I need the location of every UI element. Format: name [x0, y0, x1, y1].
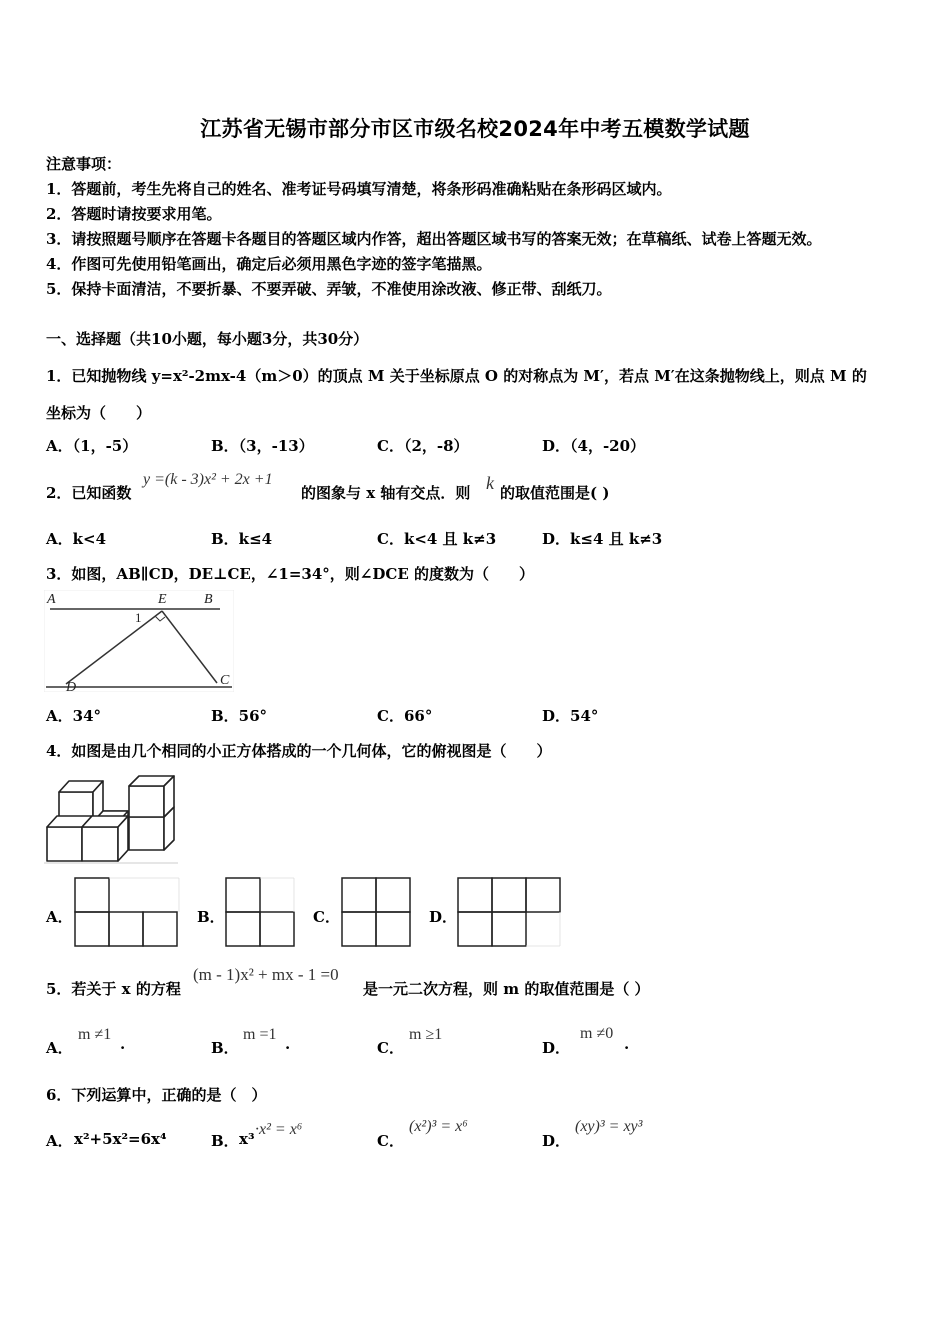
q4-option-d-figure [456, 876, 564, 948]
q3-option-c: C．66° [377, 707, 433, 725]
section-heading: 一、选择题（共10小题，每小题3分，共30分） [46, 330, 369, 348]
q3-option-d: D．54° [542, 707, 599, 725]
grid-square [492, 912, 526, 946]
label-c: C [220, 673, 230, 688]
q6-option-b-formula: ·x² = x⁶ [255, 1121, 303, 1138]
q5-option-c-label: C． [377, 1039, 404, 1057]
q1-option-d: D．（4，-20） [542, 437, 646, 455]
grid-square [75, 912, 109, 946]
label-angle-1: 1 [135, 610, 142, 625]
q1-option-c: C．（2，-8） [377, 437, 469, 455]
q2-option-a: A．k<4 [46, 530, 107, 548]
grid-square [260, 912, 294, 946]
q5-option-b-dot: . [285, 1035, 291, 1053]
grid-square [376, 878, 410, 912]
grid-square [376, 912, 410, 946]
q5-option-b-value: m =1 [243, 1026, 277, 1043]
q2-k-symbol: k [486, 473, 494, 493]
question-1-line1: 1．已知抛物线 y=x²-2mx-4（m＞0）的顶点 M 关于坐标原点 O 的对称点为 M′，若点 M′在这条抛物线上，则点 M 的 [46, 367, 867, 385]
label-e: E [158, 592, 167, 607]
question-5-suffix: 是一元二次方程，则 m 的取值范围是（ ） [363, 980, 650, 998]
q2-option-c: C．k<4 且 k≠3 [377, 530, 497, 548]
q6-option-d-label: D． [542, 1132, 571, 1150]
grid-square [458, 912, 492, 946]
q5-option-d-dot: . [624, 1035, 630, 1053]
q6-option-b-label: B． [211, 1132, 239, 1150]
q5-option-a-dot: . [120, 1035, 126, 1053]
question-3-text: 3．如图，AB∥CD，DE⊥CE，∠1=34°，则∠DCE 的度数为（ ） [46, 565, 534, 583]
q1-option-b: B．（3，-13） [211, 437, 314, 455]
grid-square [109, 912, 143, 946]
label-a: A [47, 592, 56, 607]
grid-square [342, 878, 376, 912]
q6-option-a-label: A． [46, 1132, 73, 1150]
q2-function-formula: y =(k - 3)x² + 2x +1 [143, 471, 273, 488]
q3-figure [44, 590, 234, 692]
q5-option-d-label: D． [542, 1039, 571, 1057]
grid-square [75, 878, 109, 912]
q6-option-a-text: x²+5x²=6x⁴ [74, 1130, 167, 1148]
question-6-text: 6．下列运算中，正确的是（ ） [46, 1086, 267, 1104]
q6-option-d-formula: (xy)³ = xy³ [575, 1118, 643, 1135]
q4-3d-figure [44, 772, 180, 864]
grid-square [458, 878, 492, 912]
q5-option-c-value: m ≥1 [409, 1026, 443, 1043]
cube-face [129, 817, 164, 850]
q5-option-a-value: m ≠1 [78, 1026, 112, 1043]
cube-face [47, 827, 82, 861]
note-item: 5．保持卡面清洁，不要折暴、不要弄破、弄皱，不准使用涂改液、修正带、刮纸刀。 [46, 280, 612, 298]
q6-option-b-prefix: x³ [239, 1130, 255, 1148]
q5-equation-formula: (m - 1)x² + mx - 1 =0 [193, 965, 339, 984]
q5-option-d-value: m ≠0 [580, 1025, 614, 1042]
cube-face [129, 786, 164, 817]
grid-square [526, 878, 560, 912]
q3-option-a: A．34° [46, 707, 102, 725]
q4-option-c-label: C． [313, 908, 340, 926]
grid-square [226, 912, 260, 946]
q2-option-d: D．k≤4 且 k≠3 [542, 530, 663, 548]
q4-option-a-figure [73, 876, 181, 948]
question-2-prefix: 2．已知函数 [46, 484, 132, 502]
label-b: B [204, 592, 213, 607]
cube-face [82, 827, 118, 861]
q4-option-c-figure [340, 876, 414, 948]
question-1-line2: 坐标为（ ） [46, 404, 152, 422]
question-2-suffix: 的取值范围是( ) [500, 484, 610, 502]
q2-option-b: B．k≤4 [211, 530, 273, 548]
q4-option-b-figure [224, 876, 298, 948]
note-item: 2．答题时请按要求用笔。 [46, 205, 222, 223]
q4-option-d-label: D． [429, 908, 458, 926]
notes-heading: 注意事项： [46, 155, 122, 173]
page-title: 江苏省无锡市部分市区市级名校2024年中考五模数学试题 [200, 117, 750, 141]
question-4-text: 4．如图是由几个相同的小正方体搭成的一个几何体，它的俯视图是（ ） [46, 742, 552, 760]
note-item: 4．作图可先使用铅笔画出，确定后必须用黑色字迹的签字笔描黑。 [46, 255, 492, 273]
note-item: 3．请按照题号顺序在答题卡各题目的答题区域内作答，超出答题区域书写的答案无效；在草稿纸、试卷上答题无效。 [46, 230, 822, 248]
grid-square [492, 878, 526, 912]
note-item: 1．答题前，考生先将自己的姓名、准考证号码填写清楚，将条形码准确粘贴在条形码区域内。 [46, 180, 672, 198]
q4-option-b-label: B． [197, 908, 225, 926]
q5-option-a-label: A． [46, 1039, 73, 1057]
q5-option-b-label: B． [211, 1039, 239, 1057]
q4-option-a-label: A． [46, 908, 73, 926]
q1-option-a: A．（1，-5） [46, 437, 138, 455]
grid-square [143, 912, 177, 946]
q6-option-c-label: C． [377, 1132, 404, 1150]
grid-square [226, 878, 260, 912]
grid-square [342, 912, 376, 946]
q6-option-c-formula: (x²)³ = x⁶ [409, 1118, 468, 1135]
question-2-middle: 的图象与 x 轴有交点．则 [301, 484, 471, 502]
question-5-prefix: 5．若关于 x 的方程 [46, 980, 181, 998]
label-d: D [66, 680, 77, 692]
q3-option-b: B．56° [211, 707, 268, 725]
